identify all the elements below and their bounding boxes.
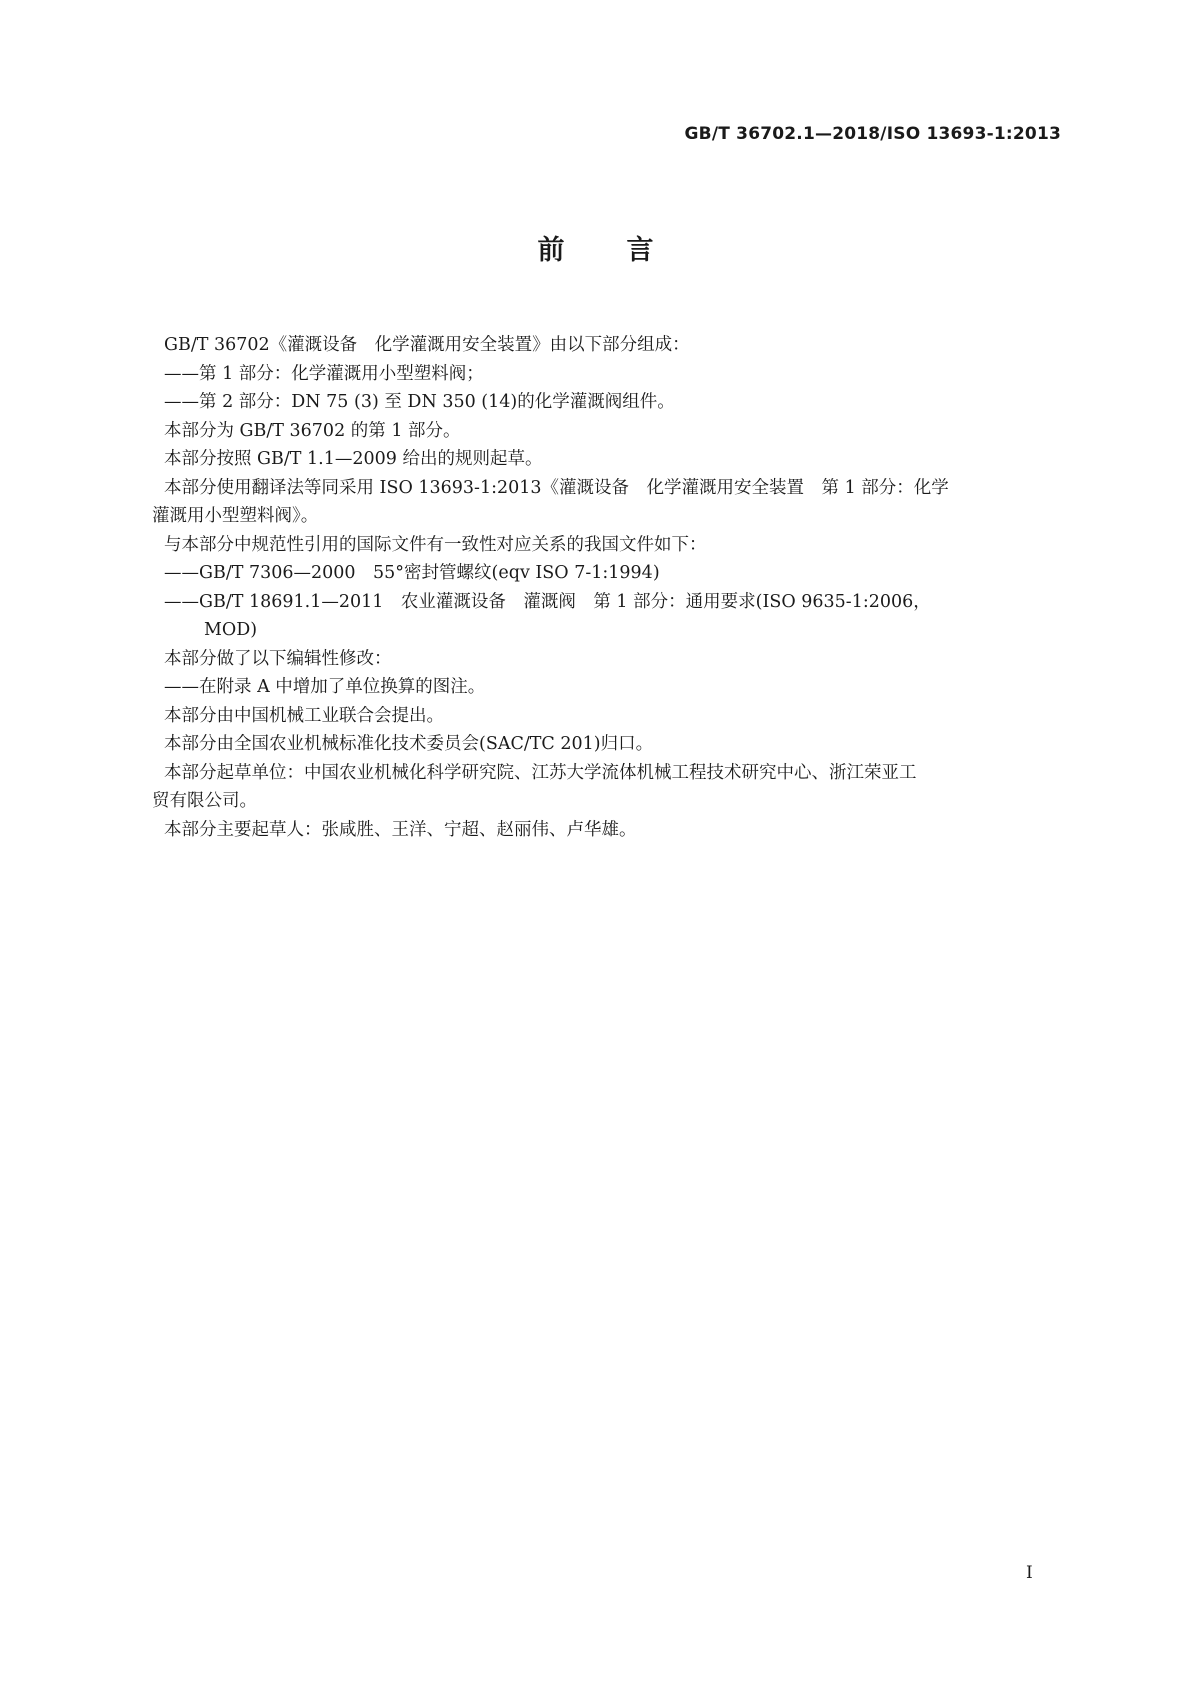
paragraph-reference-intro: 与本部分中规范性引用的国际文件有一致性对应关系的我国文件如下： xyxy=(164,534,707,555)
standard-code: GB/T 36702.1—2018/ISO 13693-1:2013 xyxy=(684,124,1061,144)
paragraph-translation-line-1: 本部分使用翻译法等同采用 ISO 13693-1:2013《灌溉设备 化学灌溉用安全装置 第 1 部分：化学 xyxy=(164,477,949,498)
list-item-gbt-7306: ——GB/T 7306—2000 55°密封管螺纹(eqv ISO 7-1:1994) xyxy=(164,563,660,583)
foreword-body xyxy=(152,331,1062,844)
paragraph-drafting-units-line-1: 本部分起草单位：中国农业机械化科学研究院、江苏大学流体机械工程技术研究中心、浙江荣亚工 xyxy=(164,762,917,783)
paragraph-drafting-rules: 本部分按照 GB/T 1.1—2009 给出的规则起草。 xyxy=(164,449,543,469)
list-item-annex-a: ——在附录 A 中增加了单位换算的图注。 xyxy=(164,677,486,697)
page-title: 前言 xyxy=(537,235,716,266)
paragraph-parts-intro: GB/T 36702《灌溉设备 化学灌溉用安全装置》由以下部分组成： xyxy=(164,335,690,355)
list-item-gbt-18691-line-1: ——GB/T 18691.1—2011 农业灌溉设备 灌溉阀 第 1 部分：通用要求(ISO 9635-1:2006， xyxy=(164,591,931,612)
paragraph-drafters: 本部分主要起草人：张咸胜、王洋、宁超、赵丽伟、卢华雄。 xyxy=(164,819,637,840)
paragraph-drafting-units-line-2: 贸有限公司。 xyxy=(152,791,257,811)
list-item-part-2: ——第 2 部分：DN 75 (3) 至 DN 350 (14)的化学灌溉阀组件。 xyxy=(164,392,675,412)
paragraph-part-number: 本部分为 GB/T 36702 的第 1 部分。 xyxy=(164,420,461,441)
list-item-part-1: ——第 1 部分：化学灌溉用小型塑料阀； xyxy=(164,363,484,384)
page-number: I xyxy=(1026,1563,1033,1583)
paragraph-proposed-by: 本部分由中国机械工业联合会提出。 xyxy=(164,705,444,726)
paragraph-translation-line-2: 灌溉用小型塑料阀》。 xyxy=(152,506,319,526)
paragraph-managed-by: 本部分由全国农业机械标准化技术委员会(SAC/TC 201)归口。 xyxy=(164,734,654,754)
paragraph-editorial-changes: 本部分做了以下编辑性修改： xyxy=(164,648,392,669)
list-item-gbt-18691-line-2: MOD) xyxy=(204,620,258,640)
